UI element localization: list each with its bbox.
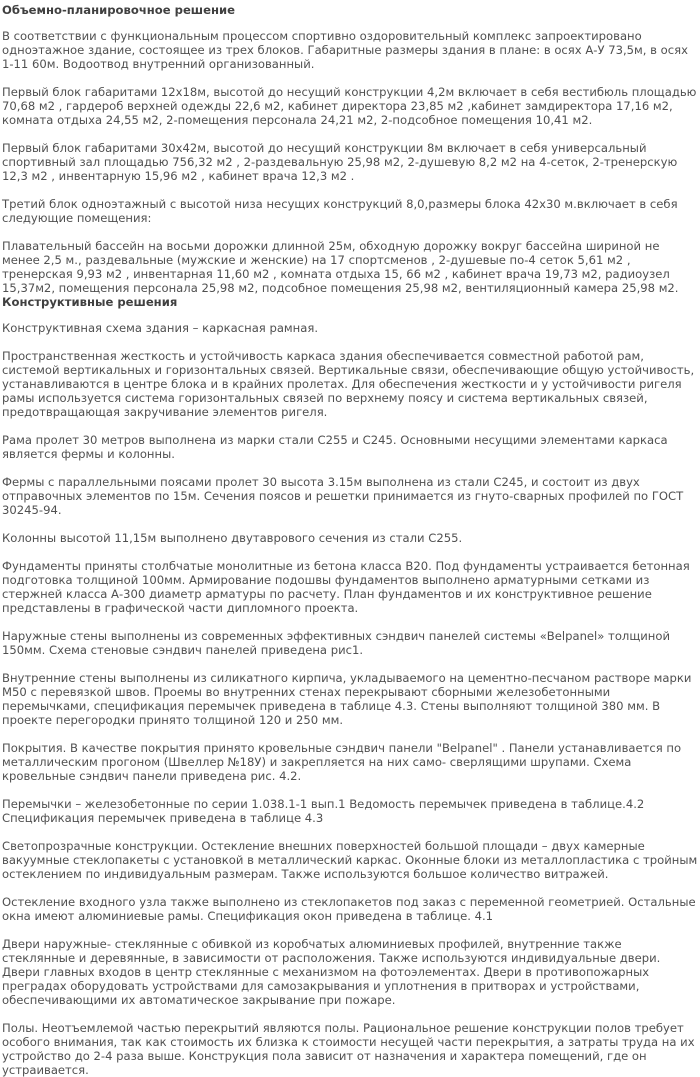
paragraph: Пространственная жесткость и устойчивость каркаса здания обеспечивается совместной работой рам, системой вертикальных и горизонтальных связей. Вертикальные связи, обеспечивающие общую устойчивость, устанавливаются в центре блока и в крайних пролетах. Для обеспечения жесткости и у устойчивости ригеля рамы используется система горизонтальных связей по верхнему поясу и система вертикальных связей, предотвращающая закручивание элементов ригеля. (2, 349, 695, 419)
section-heading: Конструктивные решения (2, 295, 178, 309)
paragraph: Наружные стены выполнены из современных эффективных сэндвич панелей системы «Belpanel» толщиной 150мм. Схема стеновые сэндвич панелей приведена рис1. (2, 629, 670, 657)
paragraph: Конструктивная схема здания – каркасная рамная. (2, 321, 319, 335)
paragraph: Остекление входного узла также выполнено из стеклопакетов под заказ с переменной геометрией. Остальные окна имеют алюминиевые рамы. Спецификация окон приведена в таблице. 4.1 (2, 895, 696, 923)
paragraph: Фермы с параллельными поясами пролет 30 высота 3.15м выполнена из стали С245, и состоит из двух отправочных элементов по 15м. Сечения поясов и решетки принимается из гнуто-сварных профилей по ГОСТ 30245-94. (2, 475, 684, 517)
paragraph: Покрытия. В качестве покрытия принято кровельные сэндвич панели "Belpanel" . Панели устанавливается по металлическим прогоном (Швеллер №18У) и закрепляется на них само- сверлящими шрупами. Схема кровельные сэндвич панели приведена рис. 4.2. (2, 741, 682, 783)
paragraph: Плавательный бассейн на восьми дорожки длинной 25м, обходную дорожку вокруг бассейна шириной не менее 2,5 м., раздевальные (мужские и женские) на 17 спортсменов , 2-душевые по-4 сеток 5,61 м2 , тренерская 9,93 м2 , инвентарная 11,60 м2 , комната отдыха 15, 66 м2 , кабинет врача 19,73 м2, радиоузел 15,37м2, помещения персонала 25,98 м2, подсобное помещения 25,98 м2, вентиляционный камера 25,98 м2. (2, 239, 679, 295)
paragraph: Третий блок одноэтажный с высотой низа несущих конструкций 8,0,размеры блока 42х30 м.включает в себя следующие помещения: (2, 197, 678, 225)
section-heading: Объемно-планировочное решение (2, 3, 235, 17)
paragraph: Фундаменты приняты столбчатые монолитные из бетона класса В20. Под фундаменты устраивается бетонная подготовка толщиной 100мм. Армирование подошвы фундаментов выполнено арматурными сетками из стержней класса А-300 диаметр арматуры по расчету. План фундаментов и их конструктивное решение представлены в графической части дипломного проекта. (2, 559, 690, 615)
paragraph: Первый блок габаритами 30х42м, высотой до несущий конструкции 8м включает в себя универсальный спортивный зал площадью 756,32 м2 , 2-раздевальную 25,98 м2, 2-душевую 8,2 м2 на 4-сеток, 2-тренерскую 12,3 м2 , инвентарную 15,96 м2 , кабинет врача 12,3 м2 . (2, 141, 678, 183)
section-space-planning (2, 3, 698, 295)
paragraph: Перемычки – железобетонные по серии 1.038.1-1 вып.1 Ведомость перемычек приведена в таблице.4.2 Спецификация перемычек приведена в таблице 4.3 (2, 797, 645, 825)
section-structural-solutions (2, 295, 698, 1077)
paragraph: Внутренние стены выполнены из силикатного кирпича, укладываемого на цементно-песчаном растворе марки М50 с перевязкой швов. Проемы во внутренних стенах перекрывают сборными железобетонными перемычками, спецификация перемычек приведена в таблице 4.3. Стены выполняют толщиной 380 мм. В проекте перегородки принято толщиной 120 и 250 мм. (2, 671, 692, 727)
paragraph: Двери наружные- стеклянные с обивкой из коробчатых алюминиевых профилей, внутренние также стеклянные и деревянные, в зависимости от расположения. Также используются индивидуальные двери. Двери главных входов в центр стеклянные с механизмом на фотоэлементах. Двери в противопожарных преградах оборудовать устройствами для самозакрывания и уплотнения в притворах и устройствами, обеспечивающими их автоматическое закрывание при пожаре. (2, 937, 661, 1007)
paragraph: В соответствии с функциональным процессом спортивно оздоровительный комплекс запроектировано одноэтажное здание, состоящее из трех блоков. Габаритные размеры здания в плане: в осях А-У 73,5м, в осях 1-11 60м. Водоотвод внутренний организованный. (2, 29, 688, 71)
paragraph: Светопрозрачные конструкции. Остекление внешних поверхностей большой площади – двух камерные вакуумные стеклопакеты с установкой в металлический каркас. Оконные блоки из металлопластика с тройным остеклением по индивидуальным размерам. Также используются большое количество витражей. (2, 839, 698, 881)
paragraph: Полы. Неотъемлемой частью перекрытий являются полы. Рациональное решение конструкции полов требует особого внимания, так как стоимость их близка к стоимости несущей части перекрытия, а затраты труда на их устройство до 2-4 раза выше. Конструкция пола зависит от назначения и характера помещений, где он устраивается. (2, 1021, 695, 1077)
paragraph: Первый блок габаритами 12х18м, высотой до несущий конструкции 4,2м включает в себя вестибюль площадью 70,68 м2 , гардероб верхней одежды 22,6 м2, кабинет директора 23,85 м2 ,кабинет замдиректора 17,16 м2, комната отдыха 24,55 м2, 2-помещения персонала 24,21 м2, 2-подсобное помещения 10,41 м2. (2, 85, 697, 127)
paragraph: Рама пролет 30 метров выполнена из марки стали С255 и С245. Основными несущими элементами каркаса является фермы и колонны. (2, 433, 668, 461)
paragraph: Колонны высотой 11,15м выполнено двутаврового сечения из стали С255. (2, 531, 463, 545)
